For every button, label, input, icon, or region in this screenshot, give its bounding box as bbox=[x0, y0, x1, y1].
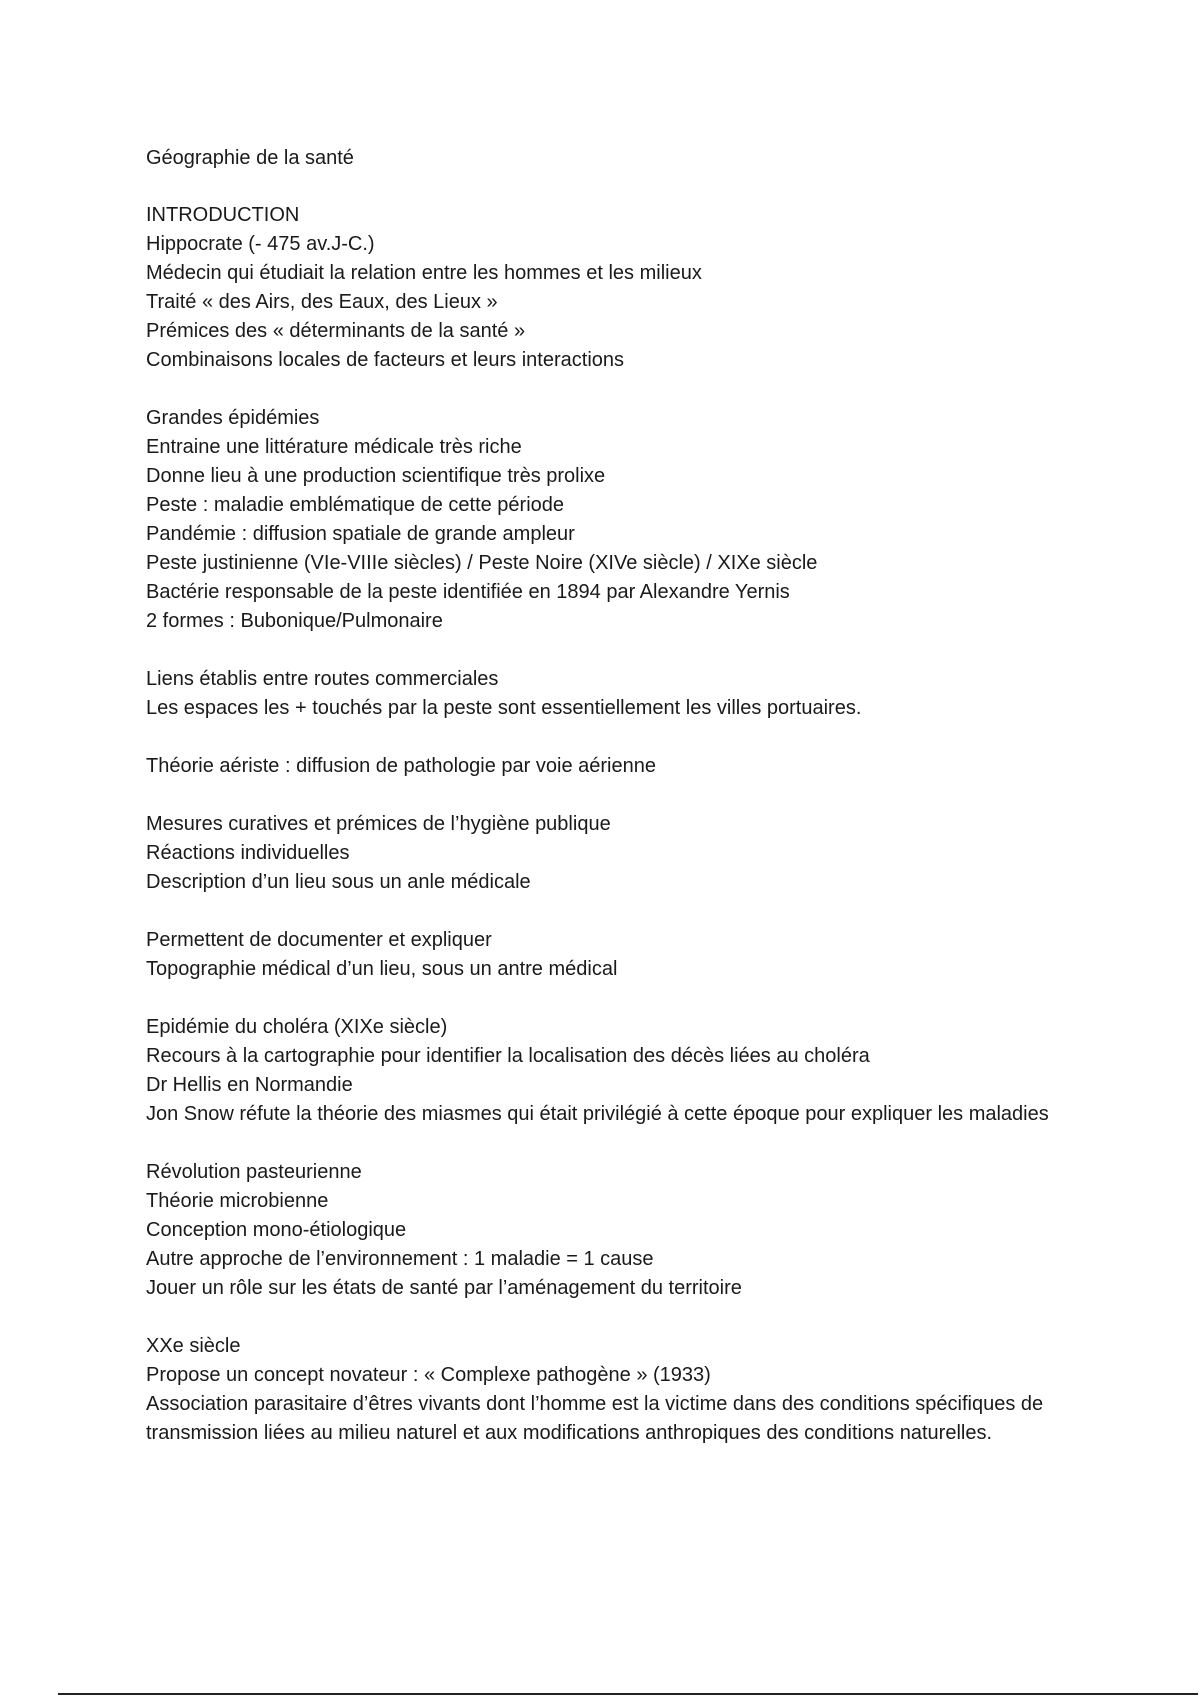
text-line: Traité « des Airs, des Eaux, des Lieux » bbox=[146, 291, 498, 313]
text-line: Jon Snow réfute la théorie des miasmes qui était privilégié à cette époque pour expliquer les maladies bbox=[146, 1103, 1049, 1125]
section-3 bbox=[146, 665, 1076, 723]
text-line: Conception mono-étiologique bbox=[146, 1219, 407, 1241]
text-line: Combinaisons locales de facteurs et leurs interactions bbox=[146, 349, 625, 371]
text-line: Les espaces les + touchés par la peste sont essentiellement les villes portuaires. bbox=[146, 697, 862, 719]
text-line: Association parasitaire d’êtres vivants dont l’homme est la victime dans des conditions spécifiques de transmission liées au milieu naturel et aux modifications anthropiques des conditions naturelles. bbox=[146, 1393, 1044, 1444]
section-heading: Révolution pasteurienne bbox=[146, 1161, 362, 1183]
text-line: 2 formes : Bubonique/Pulmonaire bbox=[146, 610, 443, 632]
text-line: Pandémie : diffusion spatiale de grande ampleur bbox=[146, 523, 575, 545]
section-heading: Liens établis entre routes commerciales bbox=[146, 668, 499, 690]
document-body bbox=[146, 201, 1076, 1448]
text-line: Dr Hellis en Normandie bbox=[146, 1074, 353, 1096]
section-heading: XXe siècle bbox=[146, 1335, 241, 1357]
section-8 bbox=[146, 1158, 1076, 1303]
section-6 bbox=[146, 926, 1076, 984]
text-line: Médecin qui étudiait la relation entre les hommes et les milieux bbox=[146, 262, 702, 284]
section-1 bbox=[146, 201, 1076, 375]
section-heading: Epidémie du choléra (XIXe siècle) bbox=[146, 1016, 448, 1038]
section-4 bbox=[146, 752, 1076, 781]
document-title: Géographie de la santé bbox=[146, 147, 354, 169]
section-heading: Mesures curatives et prémices de l’hygiène publique bbox=[146, 813, 611, 835]
section-heading: Permettent de documenter et expliquer bbox=[146, 929, 492, 951]
page-bottom-rule bbox=[58, 1693, 1198, 1695]
section-2 bbox=[146, 404, 1076, 636]
text-line: Autre approche de l’environnement : 1 maladie = 1 cause bbox=[146, 1248, 654, 1270]
text-line: Entraine une littérature médicale très riche bbox=[146, 436, 522, 458]
section-7 bbox=[146, 1013, 1076, 1129]
text-line: Propose un concept novateur : « Complexe pathogène » (1933) bbox=[146, 1364, 711, 1386]
section-heading: Théorie aériste : diffusion de pathologie par voie aérienne bbox=[146, 755, 656, 777]
text-line: Bactérie responsable de la peste identifiée en 1894 par Alexandre Yernis bbox=[146, 581, 790, 603]
text-line: Donne lieu à une production scientifique très prolixe bbox=[146, 465, 606, 487]
text-line: Jouer un rôle sur les états de santé par l’aménagement du territoire bbox=[146, 1277, 742, 1299]
section-9 bbox=[146, 1332, 1076, 1448]
section-heading: INTRODUCTION bbox=[146, 204, 300, 226]
text-line: Topographie médical d’un lieu, sous un antre médical bbox=[146, 958, 618, 980]
document-page bbox=[146, 144, 1076, 1477]
text-line: Hippocrate (- 475 av.J-C.) bbox=[146, 233, 375, 255]
section-heading: Grandes épidémies bbox=[146, 407, 320, 429]
text-line: Peste : maladie emblématique de cette période bbox=[146, 494, 565, 516]
text-line: Théorie microbienne bbox=[146, 1190, 329, 1212]
text-line: Recours à la cartographie pour identifier la localisation des décès liées au choléra bbox=[146, 1045, 870, 1067]
text-line: Description d’un lieu sous un anle médicale bbox=[146, 871, 531, 893]
text-line: Peste justinienne (VIe-VIIIe siècles) / Peste Noire (XIVe siècle) / XIXe siècle bbox=[146, 552, 818, 574]
section-5 bbox=[146, 810, 1076, 897]
text-line: Réactions individuelles bbox=[146, 842, 350, 864]
text-line: Prémices des « déterminants de la santé » bbox=[146, 320, 526, 342]
